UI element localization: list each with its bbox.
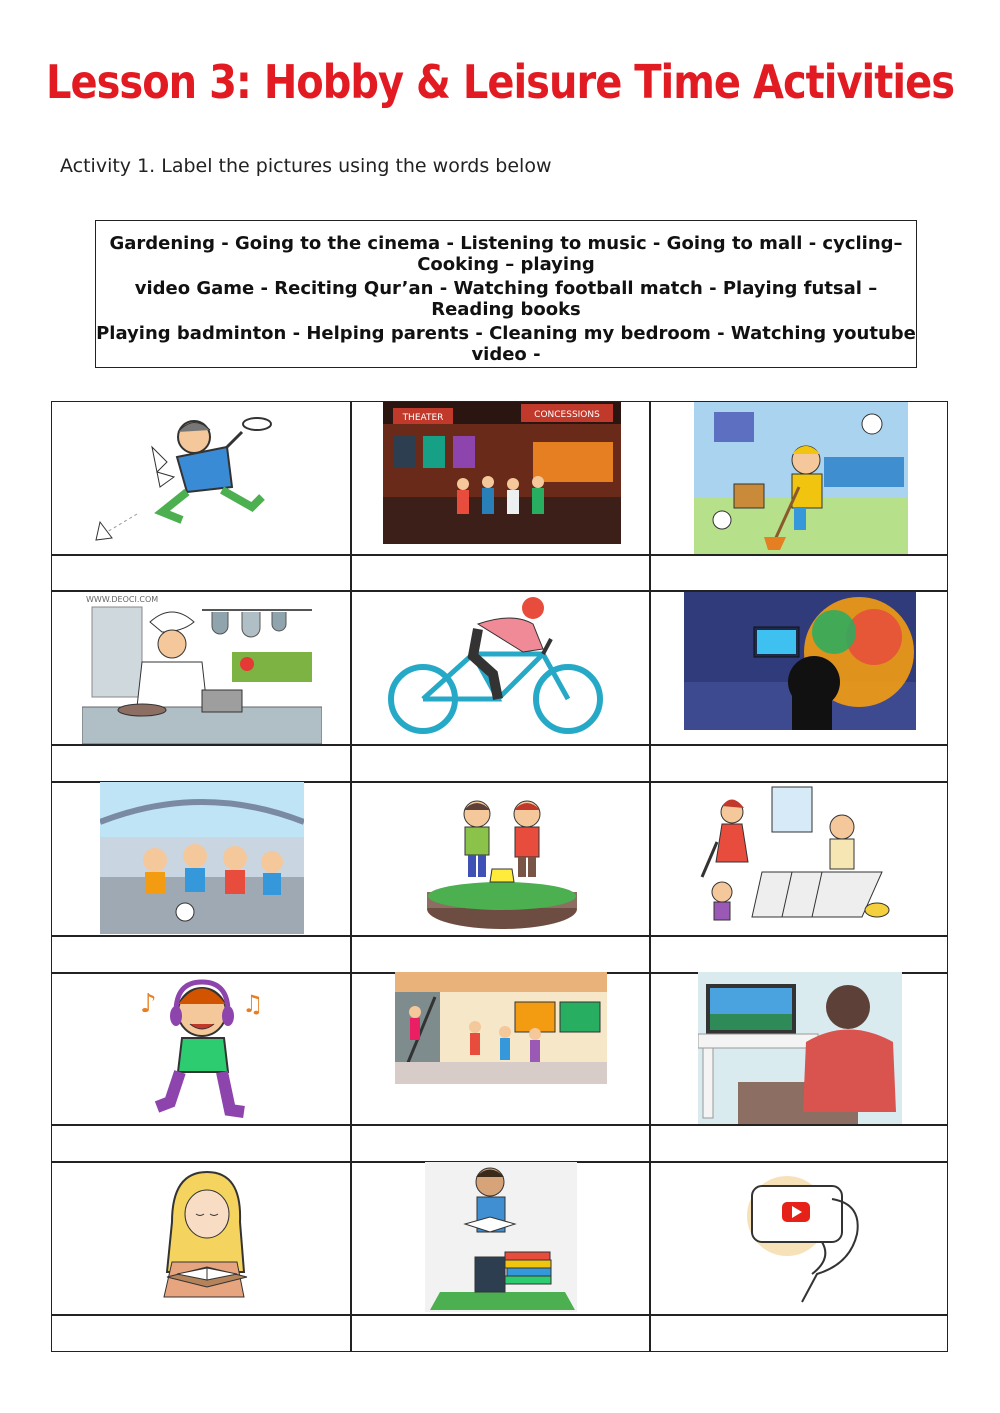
answer-cell[interactable] — [54, 1126, 349, 1160]
video-game-player-illustration — [684, 592, 916, 730]
answer-cell[interactable] — [54, 556, 349, 590]
family-cleaning-house-illustration — [692, 782, 900, 930]
activity-instruction: Activity 1. Label the pictures using the words below — [60, 155, 552, 177]
answer-cell[interactable] — [54, 937, 349, 971]
word-bank-box — [95, 220, 917, 368]
picture-label-table — [51, 401, 948, 1352]
man-watching-football-tv-illustration — [698, 972, 902, 1124]
watermark-text: WWW.DEOCI.COM — [86, 595, 159, 604]
chef-cooking-illustration — [82, 592, 322, 744]
concessions-sign: CONCESSIONS — [534, 410, 600, 420]
answer-cell[interactable] — [352, 937, 648, 971]
word-bank-line: video Game - Reciting Qur’an - Watching football match - Playing futsal – Reading books — [134, 278, 878, 320]
answer-cell[interactable] — [651, 746, 946, 780]
answer-cell[interactable] — [352, 746, 648, 780]
page-title: Lesson 3: Hobby & Leisure Time Activities — [45, 56, 955, 110]
answer-cell[interactable] — [352, 556, 648, 590]
answer-cell[interactable] — [651, 556, 946, 590]
word-bank-line: Playing badminton - Helping parents - Cleaning my bedroom - Watching youtube video - — [96, 323, 916, 365]
kids-gardening-illustration — [422, 784, 582, 932]
boy-listening-music-illustration — [132, 972, 272, 1124]
cinema-lobby-illustration — [383, 402, 621, 544]
svg-text:♫: ♫ — [242, 990, 264, 1018]
svg-text:♪: ♪ — [140, 989, 157, 1019]
answer-cell[interactable] — [352, 1126, 648, 1160]
answer-cell[interactable] — [651, 937, 946, 971]
theater-sign: THEATER — [402, 413, 444, 423]
cyclist-illustration — [383, 594, 623, 736]
boy-reading-books-illustration — [425, 1162, 577, 1312]
answer-cell[interactable] — [54, 1316, 349, 1350]
phone-youtube-video-illustration — [732, 1164, 878, 1306]
answer-cell[interactable] — [352, 1316, 648, 1350]
shopping-mall-illustration — [395, 972, 607, 1084]
answer-cell[interactable] — [651, 1316, 946, 1350]
answer-cell[interactable] — [651, 1126, 946, 1160]
badminton-player-illustration — [82, 402, 322, 554]
answer-cell[interactable] — [54, 746, 349, 780]
boy-cleaning-bedroom-illustration — [694, 402, 908, 554]
word-bank-line: Gardening - Going to the cinema - Listening to music - Going to mall - cycling– Cooking – playing — [109, 233, 903, 275]
kids-playing-futsal-illustration — [100, 782, 304, 934]
girl-reciting-quran-illustration — [152, 1162, 252, 1312]
